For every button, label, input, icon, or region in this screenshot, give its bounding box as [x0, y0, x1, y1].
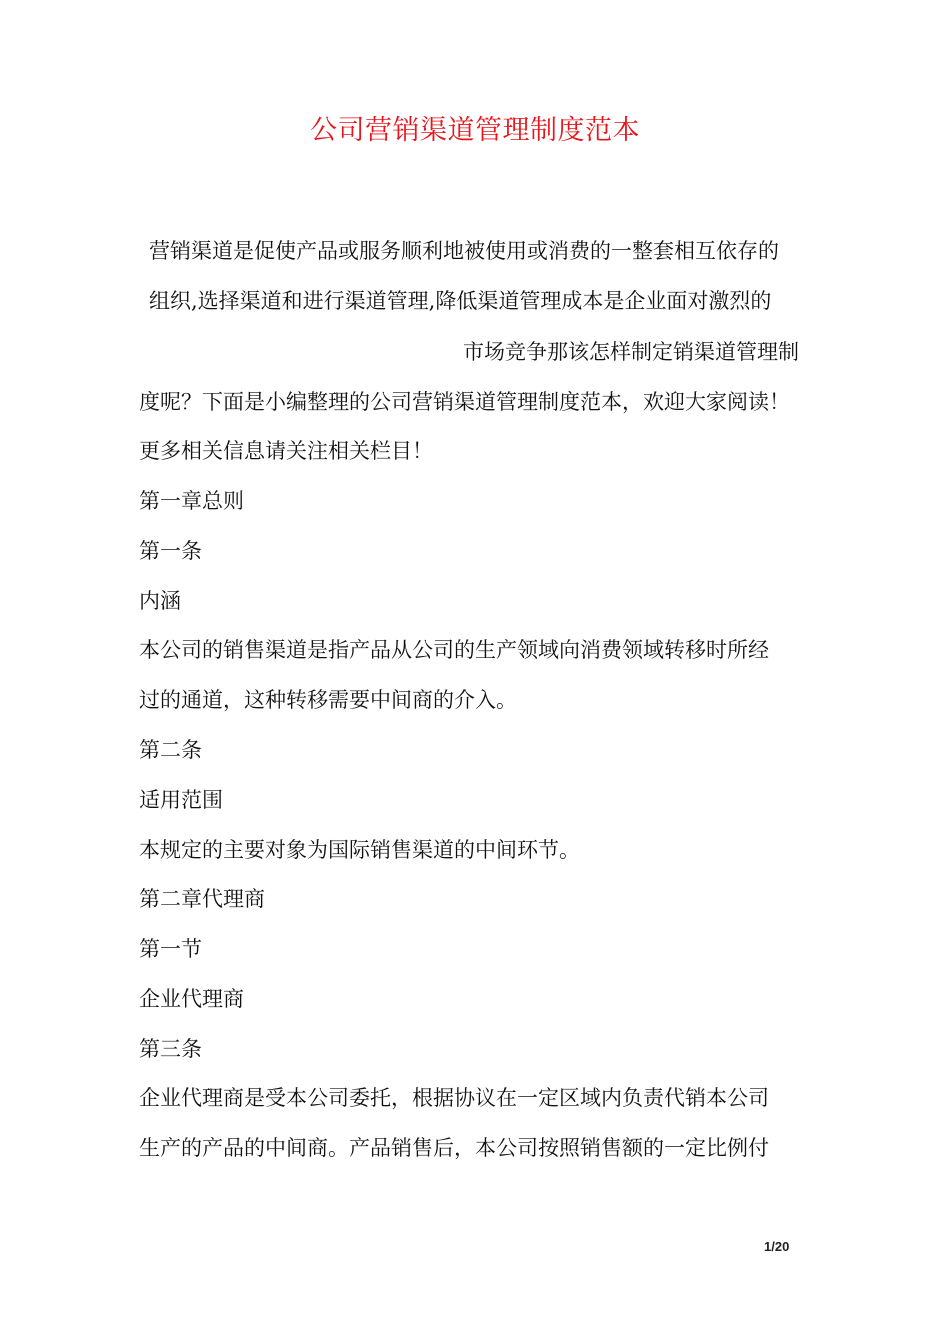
- body-line: 过的通道，这种转移需要中间商的介入。: [139, 688, 517, 712]
- section-heading: 第一节: [139, 937, 202, 961]
- page-number: 1/20: [764, 1239, 790, 1254]
- article-heading: 第三条: [139, 1037, 202, 1061]
- article-subject: 适用范围: [139, 788, 223, 812]
- intro-line: 组织,选择渠道和进行渠道管理,降低渠道管理成本是企业面对激烈的: [149, 289, 772, 313]
- chapter-heading: 第一章总则: [139, 489, 244, 513]
- article-heading: 第一条: [139, 539, 202, 563]
- body-line: 企业代理商是受本公司委托，根据协议在一定区域内负责代销本公司: [139, 1086, 769, 1110]
- body-line: 生产的产品的中间商。产品销售后，本公司按照销售额的一定比例付: [139, 1136, 769, 1160]
- article-subject: 内涵: [139, 589, 181, 613]
- intro-line: 营销渠道是促使产品或服务顺利地被使用或消费的一整套相互依存的: [149, 239, 779, 263]
- intro-line: 市场竞争那该怎样制定销渠道管理制: [463, 340, 799, 364]
- intro-line: 度呢？下面是小编整理的公司营销渠道管理制度范本，欢迎大家阅读！: [139, 390, 790, 414]
- body-line: 本规定的主要对象为国际销售渠道的中间环节。: [139, 838, 580, 862]
- chapter-heading: 第二章代理商: [139, 887, 265, 911]
- article-heading: 第二条: [139, 738, 202, 762]
- section-subject: 企业代理商: [139, 987, 244, 1011]
- body-line: 本公司的销售渠道是指产品从公司的生产领域向消费领域转移时所经: [139, 638, 769, 662]
- page-title: 公司营销渠道管理制度范本: [310, 115, 640, 146]
- intro-line: 更多相关信息请关注相关栏目！: [139, 439, 433, 463]
